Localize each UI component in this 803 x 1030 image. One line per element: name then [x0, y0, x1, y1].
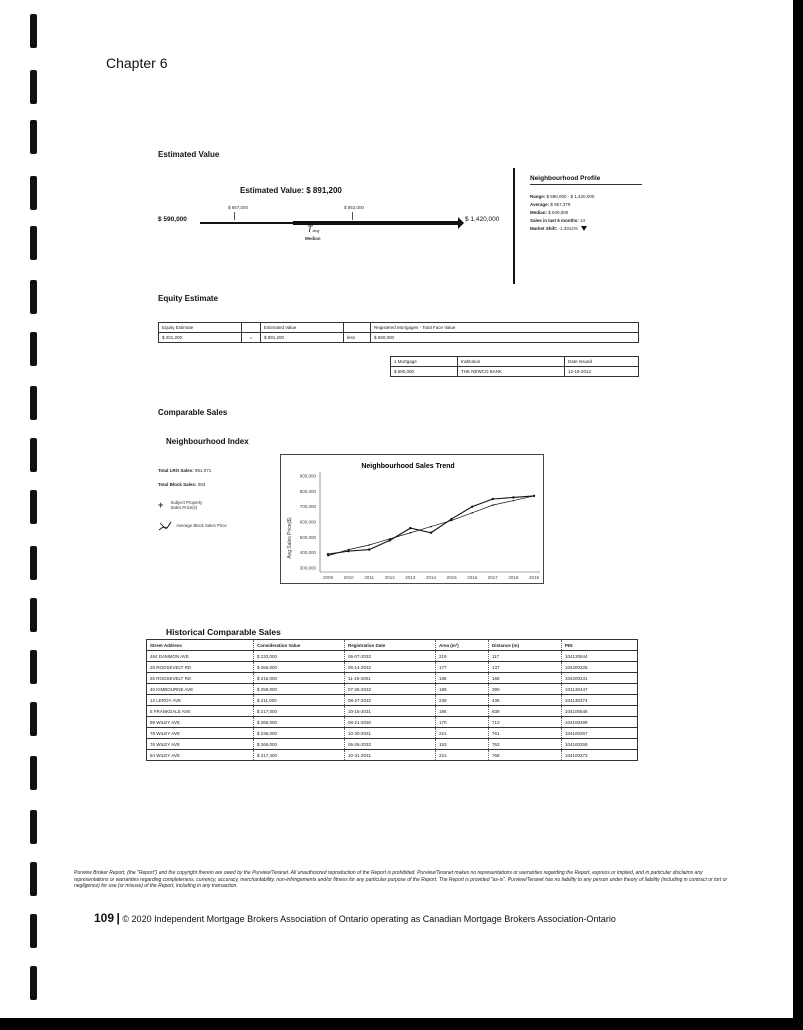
y-tick-label: 500,000 [299, 534, 316, 540]
x-tick-label: 2017 [487, 575, 498, 580]
table-cell: 239 [436, 695, 489, 706]
binder-hole [30, 702, 37, 736]
table-cell: 76 WILEY AVE [147, 739, 254, 750]
page-edge-right [793, 0, 803, 1030]
table-row [147, 750, 638, 761]
data-point [430, 526, 432, 528]
data-point [409, 527, 411, 529]
x-tick-label: 2018 [508, 575, 519, 580]
equity-value: $ 201,200 [159, 333, 242, 343]
institution-value: THE NEWCO BANK [458, 367, 565, 377]
table-cell: 639 [489, 706, 562, 717]
copyright-text: © 2020 Independent Mortgage Brokers Association of Ontario operating as Canadian Mortgage Brokers Association-Ontario [122, 914, 616, 924]
table-cell: 177 [436, 662, 489, 673]
binder-hole [30, 650, 37, 684]
binder-hole [30, 438, 37, 472]
binder-hole [30, 598, 37, 632]
table-cell: 153 [436, 739, 489, 750]
binder-hole [30, 386, 37, 420]
data-point [471, 505, 473, 507]
neighbourhood-index-heading: Neighbourhood Index [166, 437, 249, 446]
table-cell: $ 217,000 [254, 706, 345, 717]
table-cell: 10-31-2031 [345, 750, 436, 761]
table-cell: 221 [436, 750, 489, 761]
y-tick-label: 900,000 [299, 473, 316, 479]
equity-heading: Equity Estimate [158, 294, 219, 303]
registered-value: $ 690,000 [371, 333, 639, 343]
column-header: Registration Date [345, 640, 436, 651]
table-row [147, 706, 638, 717]
y-tick-label: 800,000 [299, 488, 316, 494]
data-point [512, 496, 514, 498]
data-point [492, 498, 494, 500]
column-header: Distance (m) [489, 640, 562, 651]
binder-hole [30, 546, 37, 580]
page-footer: 109 | © 2020 Independent Mortgage Brokers Association of Ontario operating as Canadian Mortgage Brokers Association-Ontario [94, 911, 616, 925]
table-cell: 5 FRANKDALE AVE [147, 706, 254, 717]
table-cell: 761 [489, 728, 562, 739]
table-cell: 189 [436, 684, 489, 695]
down-triangle-icon [581, 226, 587, 231]
mortgage-value: $ 690,000 [391, 367, 458, 377]
avg-marker: TAvg [307, 224, 320, 234]
institution-header: Institution [458, 357, 565, 367]
table-cell: 195 [436, 706, 489, 717]
chart-title: Neighbourhood Sales Trend [361, 463, 455, 470]
data-point [368, 548, 370, 550]
table-cell: $ 233,000 [254, 651, 345, 662]
table-cell: 221 [436, 728, 489, 739]
data-point [533, 495, 535, 497]
binder-hole [30, 226, 37, 260]
table-cell: 713 [489, 717, 562, 728]
y-tick-label: 700,000 [299, 504, 316, 510]
legend-average: Average Block Sales Price [158, 521, 227, 531]
y-tick-label: 300,000 [299, 565, 316, 571]
binder-hole [30, 914, 37, 948]
table-cell: 464 DAMMON AVE [147, 651, 254, 662]
table-cell: 06-07-2032 [345, 651, 436, 662]
profile-range: Range: $ 590,000 - $ 1,420,000 [530, 194, 595, 199]
binder-margin [0, 0, 66, 1030]
table-cell: 08-21-2030 [345, 717, 436, 728]
table-cell: 08-27-2032 [345, 695, 436, 706]
table-cell: 06-14-2032 [345, 662, 436, 673]
binder-hole [30, 176, 37, 210]
date-issued-value: 12-18-2012 [565, 367, 639, 377]
line-marker-icon [158, 521, 172, 531]
data-point [471, 512, 473, 514]
binder-hole [30, 810, 37, 844]
table-row [147, 651, 638, 662]
x-tick-label: 2013 [405, 575, 416, 580]
data-point [513, 500, 515, 502]
x-tick-label: 2010 [343, 575, 354, 580]
x-tick-label: 2014 [425, 575, 437, 580]
table-cell: $ 265,000 [254, 739, 345, 750]
data-point [348, 549, 350, 551]
binder-hole [30, 280, 37, 314]
tick-label-a: $ 857,000 [228, 205, 249, 210]
sales-trend-chart [280, 454, 544, 584]
disclaimer-text: Purview Broker Report, (the "Report") and the copyright therein are owed by the Purview/Teranet. All unauthorized reproduction of the Report is prohibited. Purview/Teranet makes no representations or warranties regarding the Report, express or implied, and in particular disclaims any representations or warranties regarding completeness, currency, accuracy, merchantability, non-infringements and/or fitness for any particular purpose of the Report. The Report is provided "as-is". Purview/Teranet has no liability to any person under theory of liability (including in contract or tort or negligence) for use (or misuse) of the Report, including in any transaction. [74, 870, 728, 890]
chart-ylabel: Avg Sales Price($) [287, 517, 293, 559]
less-operator: less [344, 333, 371, 343]
total-lro-sales: Total LRO Sales: 951,071 [158, 468, 212, 473]
table-cell: 104100273 [562, 750, 638, 761]
table-cell: 104130374 [562, 695, 638, 706]
range-low-label: $ 590,000 [158, 216, 187, 223]
table-cell: 390 [489, 684, 562, 695]
data-point [492, 504, 494, 506]
binder-hole [30, 490, 37, 524]
estimated-header: Estimated Value [261, 323, 344, 333]
comparable-heading: Comparable Sales [158, 408, 228, 417]
total-block-sales: Total Block Sales: 283 [158, 482, 206, 487]
binder-hole [30, 756, 37, 790]
data-point [451, 520, 453, 522]
table-row [147, 662, 638, 673]
table-cell: 11-18-2001 [345, 673, 436, 684]
data-point [327, 555, 329, 557]
data-point [389, 538, 391, 540]
table-cell: $ 211,000 [254, 695, 345, 706]
table-cell: 188 [436, 673, 489, 684]
profile-sales: Sales in last 6 months: 13 [530, 218, 586, 223]
y-tick-label: 400,000 [299, 550, 316, 556]
binder-hole [30, 862, 37, 896]
table-cell: 117 [489, 651, 562, 662]
x-tick-label: 2012 [384, 575, 395, 580]
binder-hole [30, 966, 37, 1000]
historical-table [146, 639, 638, 761]
data-point [410, 532, 412, 534]
tick-label-b: $ 953,000 [344, 205, 365, 210]
median-label: Median [305, 236, 321, 241]
binder-hole [30, 332, 37, 366]
table-row [147, 695, 638, 706]
page-edge-bottom [0, 1018, 803, 1030]
data-point [368, 544, 370, 546]
profile-average: Average: $ 957,379 [530, 202, 571, 207]
column-header: Street Address [147, 640, 254, 651]
table-cell: 104200231 [562, 673, 638, 684]
section-divider [513, 168, 515, 284]
x-tick-label: 2019 [528, 575, 540, 580]
table-cell: 89 WILEY AVE [147, 717, 254, 728]
table-cell: $ 217,400 [254, 750, 345, 761]
data-point [430, 532, 432, 534]
chapter-title: Chapter 6 [106, 55, 168, 71]
table-cell: 104200228 [562, 662, 638, 673]
binder-hole [30, 120, 37, 154]
table-cell: 104130447 [562, 684, 638, 695]
table-row [147, 684, 638, 695]
table-cell: 07-26-2032 [345, 684, 436, 695]
y-tick-label: 600,000 [299, 519, 316, 525]
table-cell: 10-30-2031 [345, 728, 436, 739]
x-tick-label: 2015 [446, 575, 457, 580]
table-cell: 436 [489, 695, 562, 706]
profile-median: Median: $ 940,000 [530, 210, 569, 215]
table-cell: 84 WILEY AVE [147, 750, 254, 761]
table-cell: 104100269 [562, 739, 638, 750]
table-cell: $ 236,000 [254, 728, 345, 739]
table-cell: 10-15-2031 [345, 706, 436, 717]
historical-heading: Historical Comparable Sales [166, 627, 281, 637]
table-cell: 165 [489, 673, 562, 684]
table-cell: $ 259,000 [254, 684, 345, 695]
mortgage-table [390, 356, 639, 377]
table-cell: 78 WILEY AVE [147, 728, 254, 739]
column-header: Consideration Value [254, 640, 345, 651]
equity-table [158, 322, 639, 343]
plus-icon: + [158, 500, 164, 510]
table-cell: 28 ROOSEVELT RD [147, 662, 254, 673]
table-row [147, 728, 638, 739]
table-cell: 137 [489, 662, 562, 673]
table-cell: $ 216,000 [254, 673, 345, 684]
equity-header: Equity Estimate [159, 323, 242, 333]
column-header: PIN [562, 640, 638, 651]
table-cell: 768 [489, 750, 562, 761]
table-cell: 104100299 [562, 717, 638, 728]
table-cell: 104100267 [562, 728, 638, 739]
table-row [147, 717, 638, 728]
equals-operator: = [242, 333, 261, 343]
table-cell: $ 266,000 [254, 717, 345, 728]
registered-header: Registered Mortgages - Total Face Value [371, 323, 639, 333]
x-tick-label: 2009 [322, 575, 334, 580]
table-cell: 06-26-2032 [345, 739, 436, 750]
table-cell: 40 KIMBOURNE AVE [147, 684, 254, 695]
date-issued-header: Date Issued [565, 357, 639, 367]
profile-underline [530, 184, 642, 185]
profile-market-shift: Market Shift: -1.3312% [530, 226, 587, 231]
legend-subject: + Subject Property Sales Price(s) [158, 500, 203, 510]
profile-title: Neighbourhood Profile [530, 175, 601, 182]
x-tick-label: 2011 [364, 575, 375, 580]
table-cell: 26 ROOSEVELT RD [147, 673, 254, 684]
range-high-label: $ 1,420,000 [465, 216, 500, 223]
page-number: 109 [94, 911, 115, 925]
mortgage-header: 1 Mortgage [391, 357, 458, 367]
binder-hole [30, 70, 37, 104]
table-cell: 219 [436, 651, 489, 662]
table-row [147, 739, 638, 750]
table-cell: 104100546 [562, 706, 638, 717]
estimated-value-headline: Estimated Value: $ 891,200 [240, 186, 342, 195]
tick-mark-b [352, 212, 353, 220]
x-tick-label: 2016 [467, 575, 478, 580]
table-cell: 12 LEROY AVE [147, 695, 254, 706]
column-header: Area (m²) [436, 640, 489, 651]
range-arrow-icon [458, 217, 464, 229]
table-cell: $ 266,000 [254, 662, 345, 673]
binder-hole [30, 14, 37, 48]
tick-mark-a [234, 212, 235, 220]
estimated-value-heading: Estimated Value [158, 150, 220, 159]
table-cell: 170 [436, 717, 489, 728]
table-cell: 763 [489, 739, 562, 750]
table-cell: 104130644 [562, 651, 638, 662]
table-row [147, 673, 638, 684]
estimated-value: $ 891,200 [261, 333, 344, 343]
